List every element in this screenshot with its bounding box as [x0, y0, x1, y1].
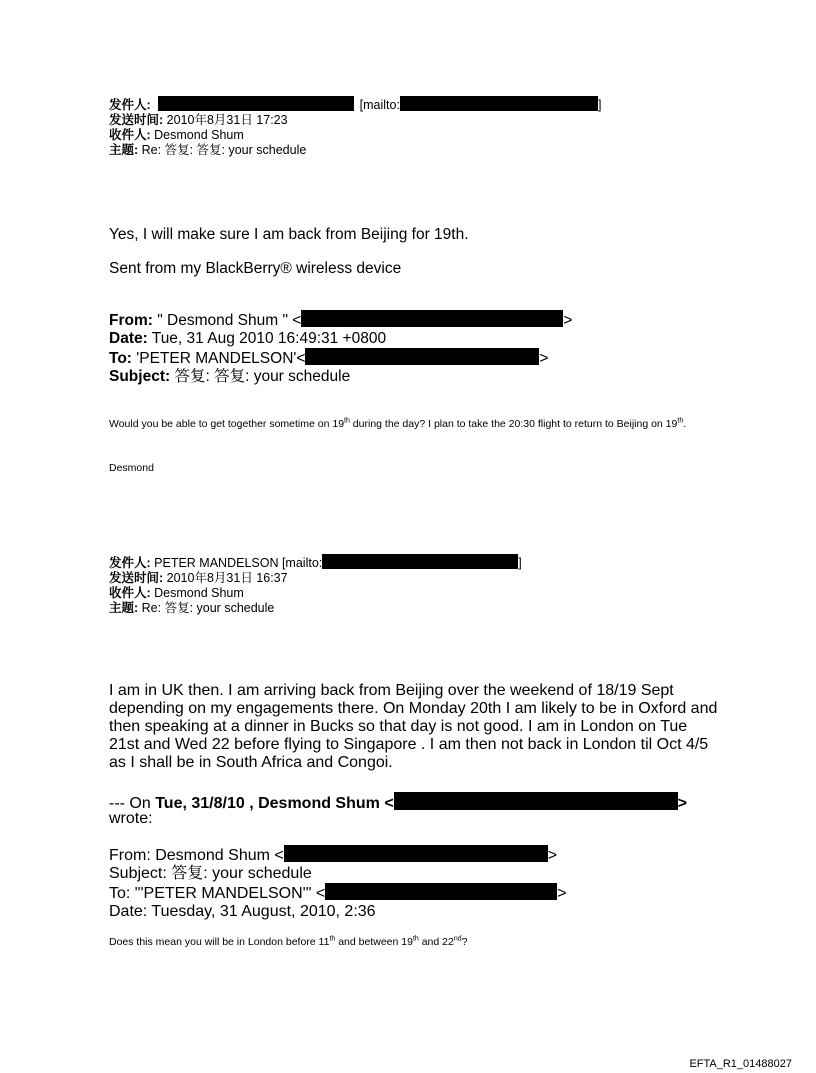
- email2-subject-line: [109, 368, 572, 386]
- to-value: Desmond Shum: [154, 128, 244, 142]
- email2-header: [109, 310, 572, 386]
- from-label: 发件人:: [109, 556, 151, 570]
- email1-from-line: [109, 96, 601, 113]
- email1-subject-line: [109, 143, 601, 158]
- subject-label: 主题:: [109, 601, 139, 615]
- document-id: EFTA_R1_01488027: [689, 1058, 792, 1070]
- to-value: To: "'PETER MANDELSON'" <: [109, 885, 326, 902]
- to-close: >: [557, 885, 567, 902]
- body-text-d: ?: [461, 936, 468, 948]
- superscript: th: [344, 417, 350, 425]
- email3-quote-line: [109, 792, 687, 813]
- subject-label: 主题:: [109, 143, 139, 157]
- from-value: " Desmond Shum " <: [157, 312, 302, 329]
- redaction-block: [305, 348, 539, 365]
- email2-signature: Desmond: [109, 462, 154, 474]
- email1-body-line: Yes, I will make sure I am back from Beijing for 19th.: [109, 226, 469, 243]
- quote-bold: Tue, 31/8/10 , Desmond Shum <: [155, 795, 394, 812]
- quote-prefix: --- On: [109, 795, 156, 812]
- mailto-close: ]: [597, 98, 602, 112]
- email4-date-line: Date: Tuesday, 31 August, 2010, 2:36: [109, 903, 376, 920]
- mailto-open: [mailto:: [359, 98, 400, 112]
- subject-value: 答复: 答复: your schedule: [174, 368, 351, 385]
- to-label: 收件人:: [109, 586, 151, 600]
- body-line: 21st and Wed 22 before flying to Singapore . I am then not back in London til Oct 4/5: [109, 736, 709, 753]
- email3-header: [109, 554, 522, 616]
- from-close: >: [563, 312, 573, 329]
- email1-to-line: [109, 128, 601, 143]
- email2-to-line: [109, 348, 572, 368]
- superscript: th: [412, 935, 419, 943]
- email3-body: [109, 682, 717, 772]
- redaction-block: [301, 310, 563, 327]
- superscript: th: [329, 935, 336, 943]
- body-line: then speaking at a dinner in Bucks so that day is not good. I am in London on Tue: [109, 718, 688, 735]
- date-label: Date:: [109, 330, 148, 347]
- email3-from-line: [109, 554, 522, 571]
- from-label: From:: [109, 312, 153, 329]
- superscript: nd: [453, 935, 462, 943]
- body-text-b: during the day? I plan to take the 20:30 flight to return to Beijing on 19: [349, 418, 678, 430]
- to-label: To:: [109, 350, 132, 367]
- email1-header: [109, 96, 601, 158]
- email4-body-text: [109, 936, 467, 949]
- superscript: th: [677, 417, 684, 425]
- to-value: 'PETER MANDELSON'<: [136, 350, 306, 367]
- sent-value: 2010年8月31日 16:37: [166, 571, 288, 585]
- email4-header: [109, 845, 567, 921]
- body-line: I am in UK then. I am arriving back from Beijing over the weekend of 18/19 Sept: [109, 682, 674, 699]
- redaction-block: [325, 883, 557, 900]
- quote-close: >: [677, 795, 688, 812]
- mailto-close: ]: [518, 556, 522, 570]
- sent-label: 发送时间:: [109, 571, 164, 585]
- from-label: 发件人:: [109, 98, 151, 112]
- email3-sent-line: [109, 571, 522, 586]
- body-text-a: Does this mean you will be in London before 11: [109, 936, 330, 948]
- email4-to-line: [109, 883, 567, 903]
- to-value: Desmond Shum: [154, 586, 244, 600]
- to-label: 收件人:: [109, 128, 151, 142]
- sent-value: 2010年8月31日 17:23: [166, 113, 288, 127]
- body-text-b: and between 19: [335, 936, 413, 948]
- body-text-c: .: [683, 418, 687, 430]
- from-value: From: Desmond Shum <: [109, 847, 284, 864]
- email2-date-line: [109, 330, 572, 348]
- body-text-c: and 22: [418, 936, 454, 948]
- email2-body-text: [109, 418, 719, 431]
- email3-to-line: [109, 586, 522, 601]
- email3-subject-line: [109, 601, 522, 616]
- email1-signature: Sent from my BlackBerry® wireless device: [109, 260, 402, 277]
- redaction-block: [322, 554, 518, 569]
- body-line: depending on my engagements there. On Monday 20th I am likely to be in Oxford and: [109, 700, 718, 717]
- to-close: >: [539, 350, 549, 367]
- subject-value: Re: 答复: your schedule: [141, 601, 275, 615]
- email4-subject-line: Subject: 答复: your schedule: [109, 865, 312, 882]
- subject-value: Re: 答复: 答复: your schedule: [141, 143, 307, 157]
- date-value: Tue, 31 Aug 2010 16:49:31 +0800: [151, 330, 387, 347]
- redaction-block: [158, 96, 354, 111]
- email2-from-line: [109, 310, 572, 330]
- email4-from-line: [109, 845, 567, 865]
- email3-quote-wrote: wrote:: [109, 810, 153, 827]
- from-close: >: [547, 847, 558, 864]
- sent-label: 发送时间:: [109, 113, 164, 127]
- redaction-block: [400, 96, 598, 111]
- body-line: as I shall be in South Africa and Congoi.: [109, 754, 393, 771]
- redaction-block: [284, 845, 548, 862]
- subject-label: Subject:: [109, 368, 171, 385]
- from-value: PETER MANDELSON [mailto:: [154, 556, 323, 570]
- redaction-block: [394, 792, 678, 810]
- body-text-a: Would you be able to get together sometime on 19: [109, 418, 345, 430]
- email1-sent-line: [109, 113, 601, 128]
